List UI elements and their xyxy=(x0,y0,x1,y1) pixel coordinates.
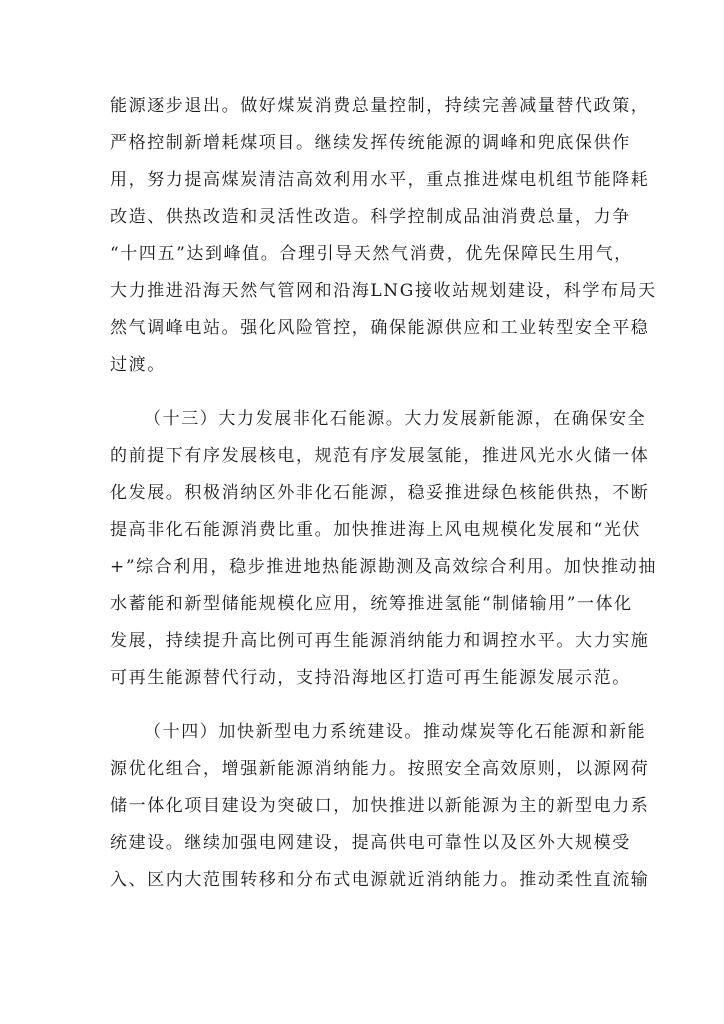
text-line: 严格控制新增耗煤项目。继续发挥传统能源的调峰和兜底保供作 xyxy=(110,133,631,153)
text-line: 能源逐步退出。做好煤炭消费总量控制，持续完善减量替代政策， xyxy=(110,96,650,116)
text-line: 大力推进沿海天然气管网和沿海LNG接收站规划建设，科学布局天 xyxy=(110,281,657,301)
text-line: 化发展。积极消纳区外非化石能源，稳妥推进绿色核能供热，不断 xyxy=(110,483,650,503)
text-line: 水蓄能和新型储能规模化应用，统筹推进氢能“制储输用”一体化 xyxy=(110,594,633,614)
text-line: 的前提下有序发展核电，规范有序发展氢能，推进风光水火储一体 xyxy=(110,446,650,466)
text-line: 发展，持续提升高比例可再生能源消纳能力和调控水平。大力实施 xyxy=(110,631,650,651)
text-line: +”综合利用，稳步推进地热能源勘测及高效综合利用。加快推动抽 xyxy=(110,557,657,577)
text-line: 源优化组合，增强新能源消纳能力。按照安全高效原则，以源网荷 xyxy=(110,759,650,779)
text-line: 统建设。继续加强电网建设，提高供电可靠性以及区外大规模受 xyxy=(110,833,631,853)
text-line: 用，努力提高煤炭清洁高效利用水平，重点推进煤电机组节能降耗 xyxy=(110,170,650,190)
text-line: 入、区内大范围转移和分布式电源就近消纳能力。推动柔性直流输 xyxy=(110,870,650,890)
text-line: 可再生能源替代行动，支持沿海地区打造可再生能源发展示范。 xyxy=(110,668,631,688)
text-line: 提高非化石能源消费比重。加快推进海上风电规模化发展和“光伏 xyxy=(110,520,642,540)
text-line: 储一体化项目建设为突破口，加快推进以新能源为主的新型电力系 xyxy=(110,796,650,816)
text-line: 过渡。 xyxy=(110,355,166,375)
text-line: “十四五”达到峰值。合理引导天然气消费，优先保障民生用气， xyxy=(110,244,633,264)
paragraph-heading-14: （十四）加快新型电力系统建设。推动煤炭等化石能源和新能 xyxy=(144,722,647,742)
paragraph-heading-13: （十三）大力发展非化石能源。大力发展新能源，在确保安全 xyxy=(144,409,647,429)
text-line: 改造、供热改造和灵活性改造。科学控制成品油消费总量，力争 xyxy=(110,207,631,227)
text-line: 然气调峰电站。强化风险管控，确保能源供应和工业转型安全平稳 xyxy=(110,318,650,338)
